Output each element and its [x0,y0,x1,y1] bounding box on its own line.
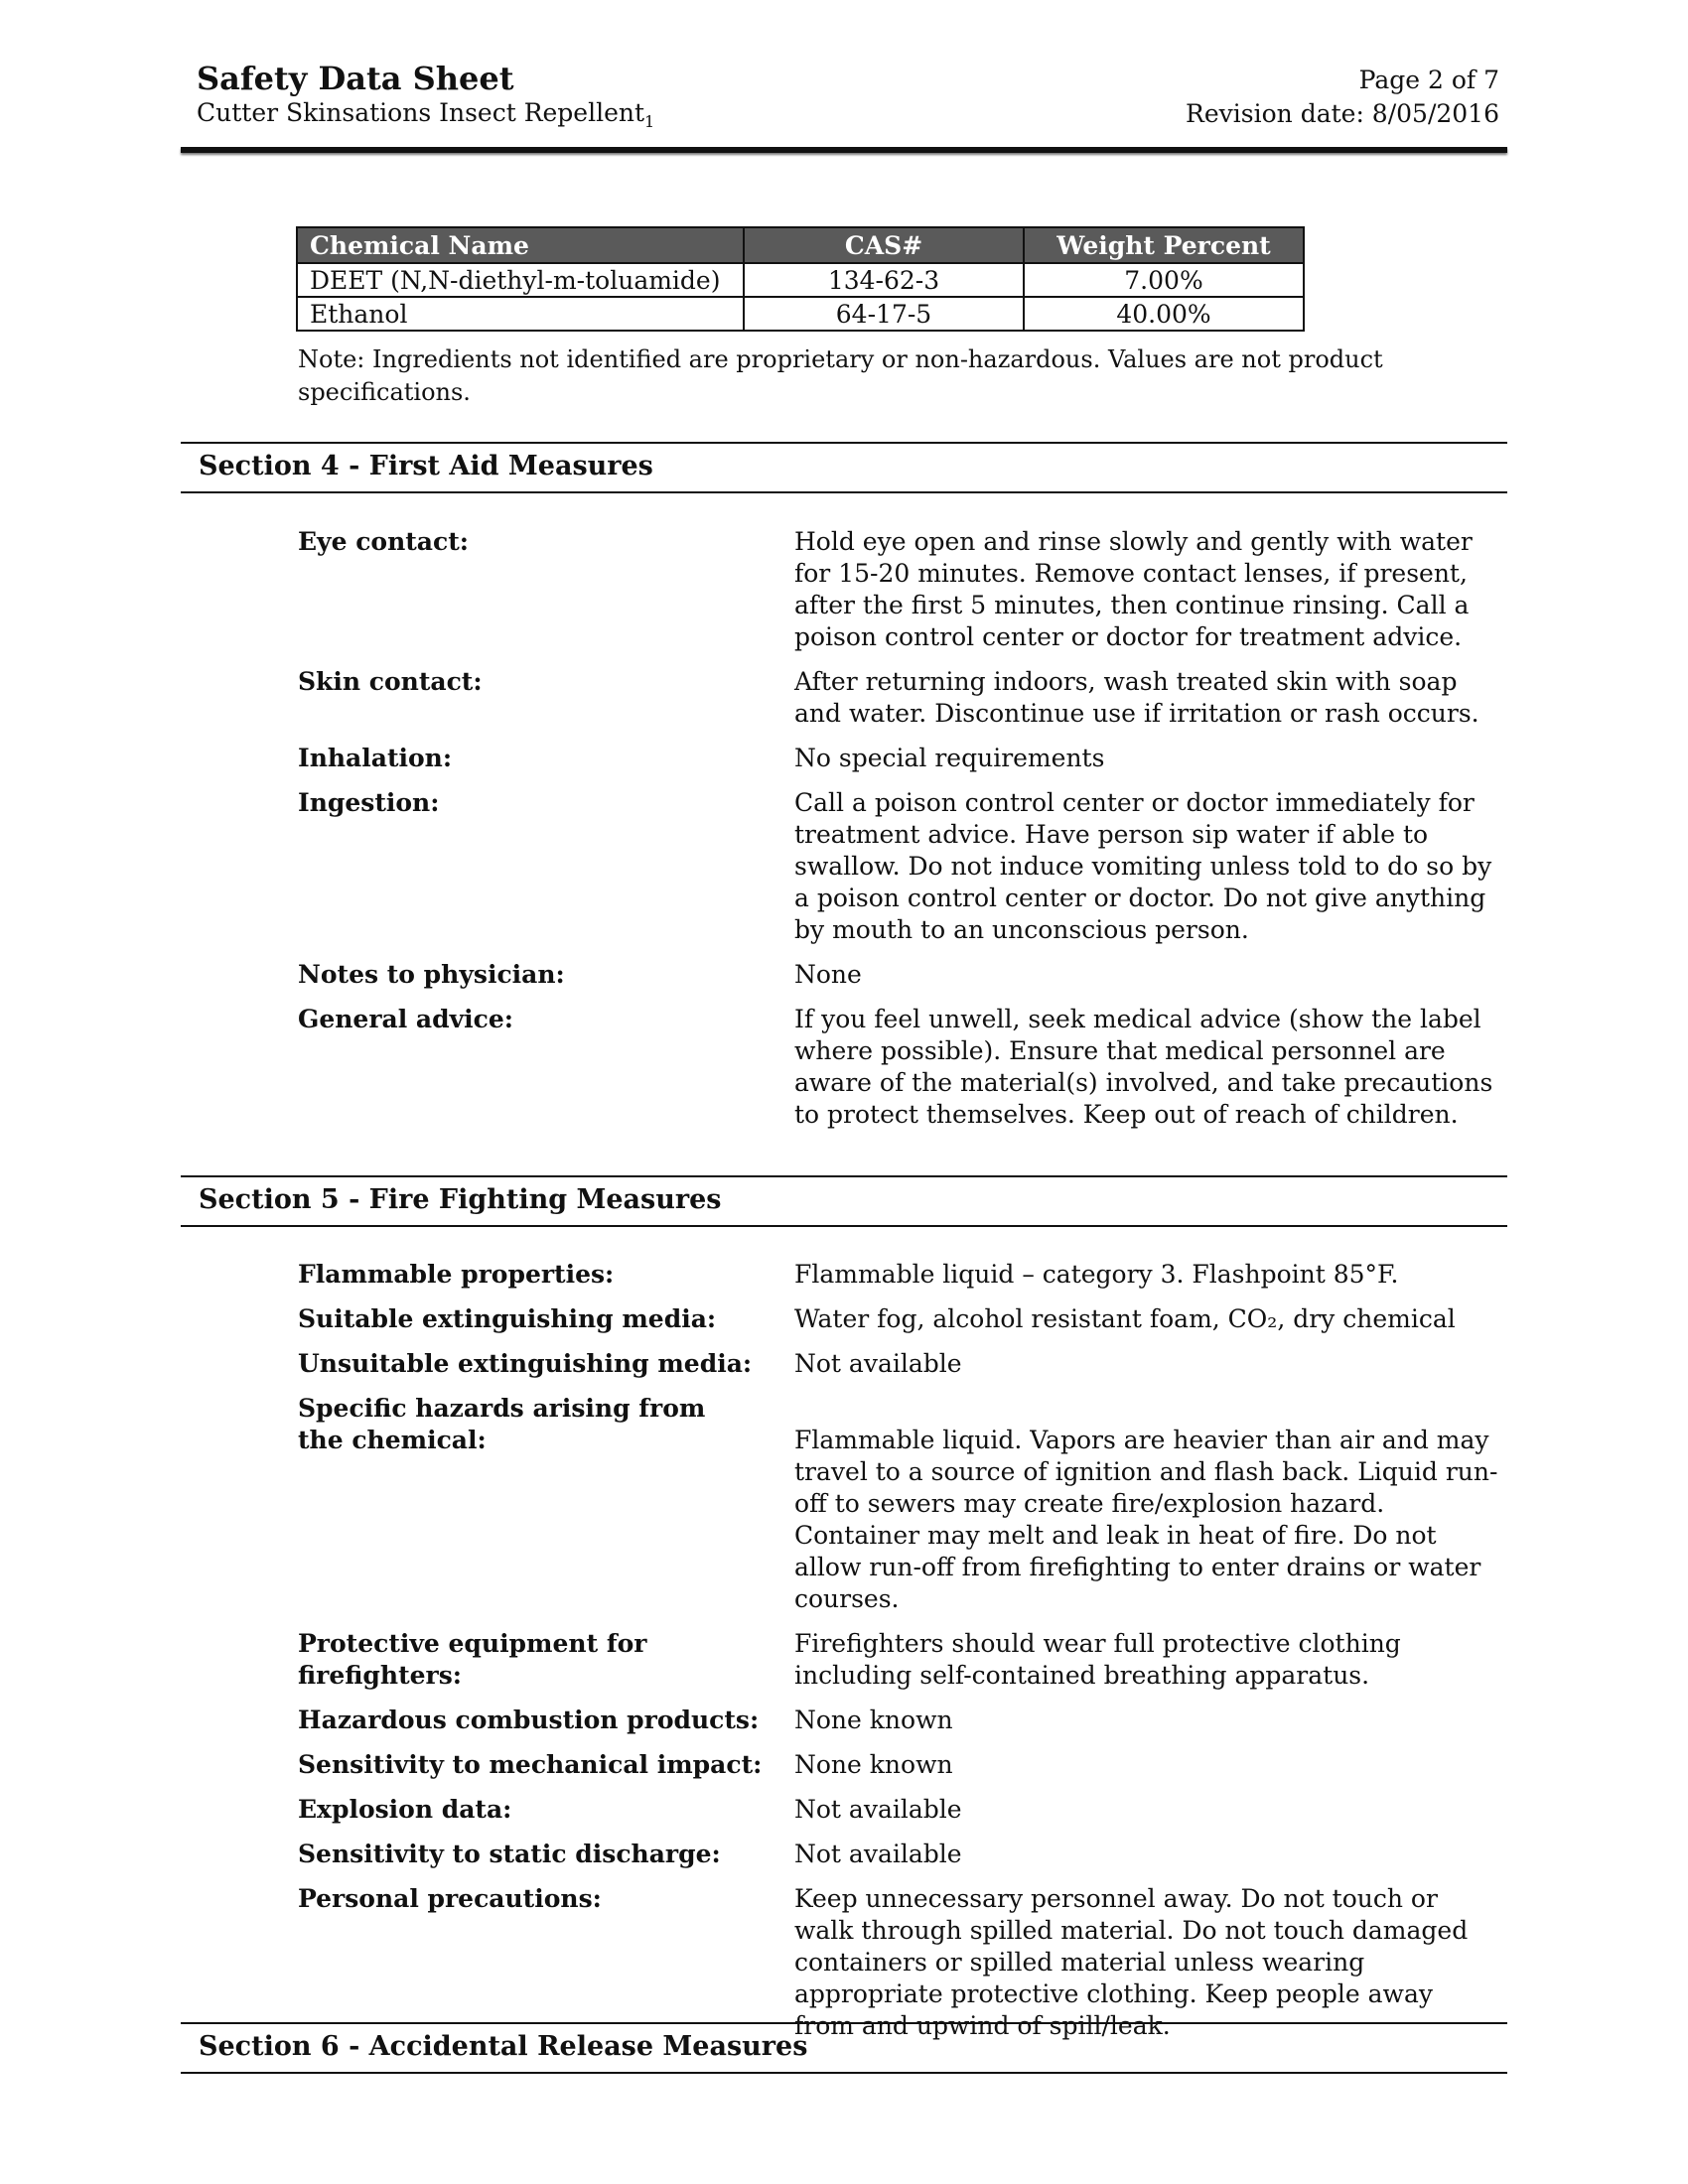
section-4-content [298,526,1499,1144]
field-label: Notes to physician: [298,960,565,989]
field-label: Skin contact: [298,667,483,696]
product-name-subscript: 1 [644,112,655,131]
field-label: General advice: [298,1005,513,1033]
field-row [298,1705,1499,1736]
product-name [197,97,654,138]
field-value: No special requirements [794,744,1105,772]
field-row [298,1348,1499,1380]
field-row [298,526,1499,653]
field-value: Firefighters should wear full protective clothing including self-contained breathing apparatus. [794,1629,1401,1690]
field-value: None [794,960,862,989]
field-label: Sensitivity to static discharge: [298,1840,721,1868]
chemical-name-cell: DEET (N,N-diethyl-m-toluamide) [297,263,744,297]
field-value: Flammable liquid – category 3. Flashpoint 85°F. [794,1260,1399,1289]
field-label: Ingestion: [298,788,440,817]
field-row [298,1794,1499,1826]
field-value: Not available [794,1349,962,1378]
chemical-name-cell: Ethanol [297,297,744,331]
field-label: Unsuitable extinguishing media: [298,1349,753,1378]
field-value: After returning indoors, wash treated skin with soap and water. Discontinue use if irritation or rash occurs. [794,667,1479,728]
field-value: If you feel unwell, seek medical advice (show the label where possible). Ensure that medical personnel are aware of the material(s) involved, and take precautions to protect themselves. Keep out of reach of children. [794,1005,1493,1129]
field-row [298,1259,1499,1291]
field-label: Flammable properties: [298,1260,615,1289]
field-value: Hold eye open and rinse slowly and gently with water for 15-20 minutes. Remove contact lenses, if present, after the first 5 minutes, then continue rinsing. Call a poison control center or doctor for treatment advice. [794,527,1473,651]
field-row [298,959,1499,991]
section-title: Section 4 - First Aid Measures [199,451,653,481]
field-label: Suitable extinguishing media: [298,1304,717,1333]
column-header: CAS# [744,227,1024,263]
cas-cell: 134-62-3 [744,263,1024,297]
table-header-row [297,227,1304,263]
section-title: Section 6 - Accidental Release Measures [199,2031,808,2062]
field-value: None known [794,1750,953,1779]
column-header: Chemical Name [297,227,744,263]
section-title: Section 5 - Fire Fighting Measures [199,1184,722,1215]
cas-cell: 64-17-5 [744,297,1024,331]
field-value: Call a poison control center or doctor immediately for treatment advice. Have person sip water if able to swallow. Do not induce vomiting unless told to do so by a poison control center or doctor. Do not give anything by mouth to an unconscious person. [794,788,1492,944]
field-row [298,1628,1499,1692]
field-value: Flammable liquid. Vapors are heavier than air and may travel to a source of ignition and flash back. Liquid run-off to sewers may create fire/explosion hazard. Container may melt and leak in heat of fire. Do not allow run-off from firefighting to enter drains or water courses. [794,1426,1498,1613]
ingredients-note: Note: Ingredients not identified are proprietary or non-hazardous. Values are not product specifications. [298,345,1383,406]
field-row [298,1303,1499,1335]
header-right [1186,64,1499,131]
field-label: Protective equipment for firefighters: [298,1629,647,1690]
header-left [197,60,654,138]
table-row [297,263,1304,297]
document-title: Safety Data Sheet [197,60,514,97]
field-row [298,1393,1499,1615]
page-number: Page 2 of 7 [1358,66,1499,94]
field-value: Keep unnecessary personnel away. Do not touch or walk through spilled material. Do not touch damaged containers or spilled material unless wearing appropriate protective clothing. Keep people away from and upwind of spill/leak. [794,1884,1469,2040]
field-label: Specific hazards arising from the chemical: [298,1394,706,1454]
field-label: Personal precautions: [298,1884,602,1913]
column-header: Weight Percent [1024,227,1304,263]
field-row [298,1004,1499,1131]
field-value: Not available [794,1840,962,1868]
field-label: Eye contact: [298,527,470,556]
field-value: Not available [794,1795,962,1824]
field-value: Water fog, alcohol resistant foam, CO₂, dry chemical [794,1304,1456,1333]
field-label: Sensitivity to mechanical impact: [298,1750,763,1779]
field-row [298,1749,1499,1781]
weight-percent-cell: 40.00% [1024,297,1304,331]
field-row [298,1839,1499,1870]
field-label: Inhalation: [298,744,453,772]
revision-date: Revision date: 8/05/2016 [1186,99,1499,128]
section-5-header [181,1175,1507,1227]
field-row [298,787,1499,946]
field-row [298,1883,1499,2042]
field-value: None known [794,1706,953,1734]
field-row [298,743,1499,774]
field-row [298,666,1499,730]
section-4-header [181,442,1507,493]
weight-percent-cell: 7.00% [1024,263,1304,297]
section-6-header [181,2022,1507,2074]
section-5-content [298,1259,1499,2055]
field-label: Hazardous combustion products: [298,1706,760,1734]
ingredients-table [296,226,1305,332]
header-rule [181,147,1507,153]
table-row [297,297,1304,331]
product-name-text: Cutter Skinsations Insect Repellent [197,98,645,127]
field-label: Explosion data: [298,1795,512,1824]
